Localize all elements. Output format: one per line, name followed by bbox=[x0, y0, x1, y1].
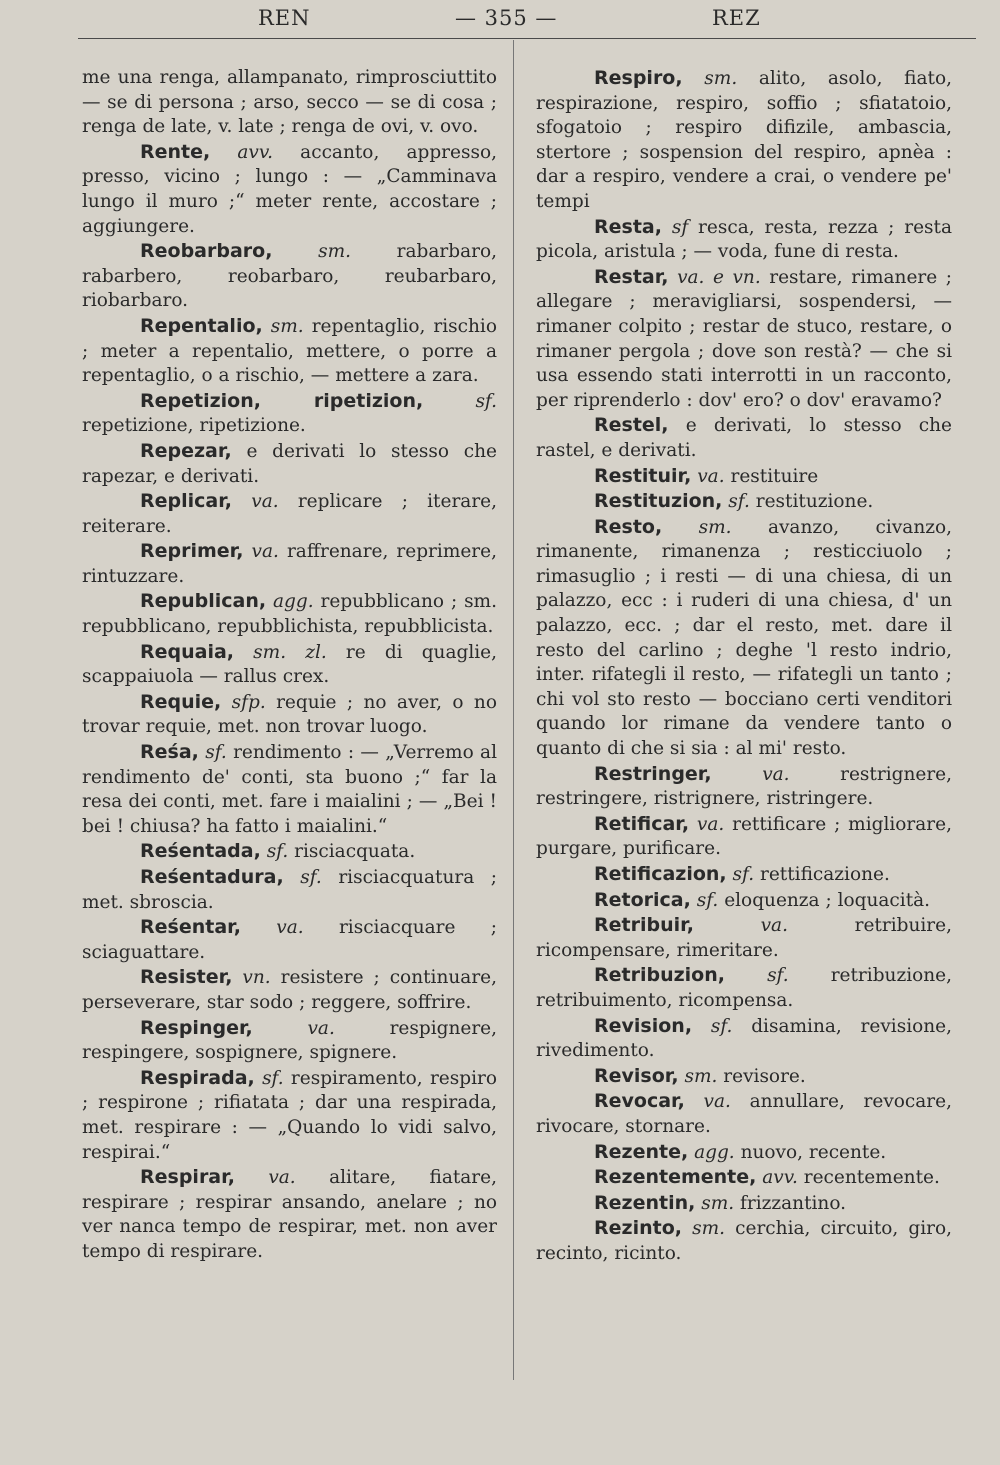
right-column bbox=[536, 66, 952, 1267]
dictionary-entry bbox=[82, 1016, 497, 1066]
entry-grammar-label: sm. bbox=[684, 1065, 718, 1087]
entry-headword: Reśentar, bbox=[140, 916, 241, 939]
dictionary-entry bbox=[82, 915, 497, 965]
entry-grammar-label: avv. bbox=[237, 141, 274, 163]
dictionary-entry bbox=[536, 1140, 952, 1166]
dictionary-entry bbox=[536, 413, 952, 463]
entry-definition: risciacquare ; sciaguattare. bbox=[82, 917, 497, 963]
entry-grammar-label: va. bbox=[703, 1091, 731, 1113]
entry-grammar-label: vn. bbox=[242, 967, 271, 989]
entry-headword: Rezentin, bbox=[594, 1191, 696, 1214]
entry-headword: Reśentadura, bbox=[140, 866, 284, 888]
running-header bbox=[80, 6, 960, 36]
entry-definition: restrignere, restringere, ristrignere, ristringere. bbox=[536, 763, 952, 810]
entry-definition: raffrenare, reprimere, rintuzzare. bbox=[82, 541, 497, 587]
entry-headword: Respiro, bbox=[594, 67, 683, 89]
entry-definition: rettificazione. bbox=[760, 864, 890, 885]
entry-definition: resca, resta, rezza ; resta picola, aristula ; — voda, fune di resta. bbox=[536, 216, 952, 263]
entry-grammar-label: sm. bbox=[270, 315, 304, 337]
entry-definition: frizzantino. bbox=[740, 1192, 847, 1214]
dictionary-entry bbox=[82, 239, 497, 314]
dictionary-entry bbox=[536, 215, 952, 265]
entry-definition: alito, asolo, fiato, respirazione, respiro, soffio ; sfiatatoio, sfogatoio ; respiro difizile, ambascia, stertore ; sospension del respiro, apnèa : dar a respiro, vendere a crai, o vendere pe' tempi bbox=[536, 68, 952, 212]
entry-headword: Restel, bbox=[594, 414, 669, 437]
entry-grammar-label: sm. zl. bbox=[253, 641, 327, 663]
header-left-guideword: REN bbox=[258, 6, 311, 30]
entry-headword: Retribuzion, bbox=[594, 964, 725, 987]
column-separator bbox=[513, 40, 514, 1380]
entry-grammar-label: sm. bbox=[698, 516, 732, 538]
entry-headword: Revisor, bbox=[594, 1064, 679, 1087]
entry-grammar-label: sf. bbox=[767, 965, 789, 987]
entry-headword: Reobarbaro, bbox=[140, 240, 273, 263]
dictionary-entry bbox=[82, 66, 497, 140]
entry-definition: restituzione. bbox=[755, 491, 874, 513]
entry-grammar-label: va. bbox=[251, 541, 279, 563]
entry-definition: rendimento : — „Verremo al rendimento de' conti, sta buono ;“ far la resa dei conti, met. fare i maialini ; — „Bei ! bei ! chiusa? ha fatto i maialini.“ bbox=[82, 742, 497, 837]
entry-grammar-label: sfp. bbox=[231, 691, 266, 713]
entry-definition: risciacquatura ; met. sbroscia. bbox=[82, 867, 497, 913]
entry-headword: Restituir, bbox=[594, 464, 692, 487]
entry-definition: revisore. bbox=[723, 1065, 806, 1087]
entry-headword: Republican, bbox=[140, 590, 267, 613]
entry-grammar-label: sf. bbox=[300, 867, 322, 888]
entry-grammar-label: sm. bbox=[704, 68, 738, 89]
dictionary-entry bbox=[82, 589, 497, 639]
dictionary-entry bbox=[536, 1165, 952, 1191]
dictionary-entry bbox=[536, 888, 952, 914]
entry-definition: respignere, respingere, sospignere, spignere. bbox=[82, 1017, 497, 1064]
dictionary-entry bbox=[82, 965, 497, 1015]
entry-definition: rabarbaro, rabarbero, reobarbaro, reubarbaro, riobarbaro. bbox=[82, 241, 497, 312]
entry-headword: Respinger, bbox=[140, 1016, 253, 1039]
entry-definition: cerchia, circuito, giro, recinto, ricinto. bbox=[536, 1218, 953, 1264]
entry-definition: retribuire, ricompensare, rimeritare. bbox=[536, 915, 952, 961]
entry-definition: risciacquata. bbox=[294, 841, 416, 863]
dictionary-entry bbox=[536, 515, 952, 762]
entry-headword: Revision, bbox=[594, 1014, 693, 1037]
entry-grammar-label: va. bbox=[307, 1017, 335, 1039]
header-rule bbox=[78, 38, 976, 39]
dictionary-entry bbox=[536, 1191, 952, 1217]
entry-headword: Retorica, bbox=[594, 888, 691, 911]
dictionary-entry bbox=[536, 66, 952, 215]
dictionary-entry bbox=[82, 865, 497, 915]
entry-headword: Retificar, bbox=[594, 812, 690, 835]
dictionary-entry bbox=[82, 1165, 497, 1264]
dictionary-entry bbox=[536, 913, 952, 963]
entry-headword: Repezar, bbox=[140, 439, 232, 462]
entry-grammar-label: agg. bbox=[273, 591, 314, 613]
dictionary-entry bbox=[536, 1089, 952, 1139]
dictionary-entry bbox=[82, 640, 497, 690]
entry-definition: repetizione, ripetizione. bbox=[82, 415, 306, 437]
entry-grammar-label: sf. bbox=[728, 491, 750, 513]
entry-definition: annullare, revocare, rivocare, stornare. bbox=[536, 1091, 952, 1137]
entry-headword: Repentalio, bbox=[140, 314, 263, 337]
dictionary-entry bbox=[82, 314, 497, 389]
entry-definition: alitare, fiatare, respirare ; respirar ansando, anelare ; no ver nanca tempo de respirar, met. non aver tempo di respirare. bbox=[82, 1167, 497, 1262]
entry-definition: eloquenza ; loquacità. bbox=[724, 889, 931, 911]
entry-grammar-label: va. bbox=[276, 917, 304, 939]
entry-grammar-label: sf. bbox=[732, 864, 755, 885]
entry-grammar-label: va. e vn. bbox=[677, 266, 761, 288]
entry-definition: me una renga, allampanato, rimprosciuttito — se di persona ; arso, secco — se di cosa ; renga de late, v. late ; renga de ovi, v. ovo. bbox=[82, 67, 497, 138]
entry-definition: retribuzione, retribuimento, ricompensa. bbox=[536, 965, 952, 1011]
entry-grammar-label: va. bbox=[268, 1167, 296, 1189]
entry-definition: recentemente. bbox=[803, 1167, 940, 1189]
entry-headword: Requie, bbox=[140, 690, 222, 713]
entry-headword: Restituzion, bbox=[594, 490, 723, 513]
entry-grammar-label: avv. bbox=[762, 1167, 798, 1189]
entry-grammar-label: sf. bbox=[475, 390, 497, 412]
dictionary-entry bbox=[82, 489, 497, 539]
entry-headword: Reśa, bbox=[140, 741, 199, 764]
entry-headword: Rezente, bbox=[594, 1140, 689, 1163]
entry-definition: requie ; no aver, o no trovar requie, met. non trovar luogo. bbox=[82, 691, 497, 738]
entry-definition: replicare ; iterare, reiterare. bbox=[82, 491, 497, 537]
dictionary-entry bbox=[82, 439, 497, 489]
dictionary-entry bbox=[536, 963, 952, 1013]
entry-definition: accanto, appresso, presso, vicino ; lungo : — „Camminava lungo il muro ;“ meter rente, accostare ; aggiungere. bbox=[82, 141, 497, 237]
entry-headword: Resta, bbox=[594, 215, 662, 238]
entry-definition: restituire bbox=[730, 465, 819, 487]
entry-definition: e derivati lo stesso che rapezar, e derivati. bbox=[82, 440, 497, 487]
entry-definition: repentaglio, rischio ; meter a repentalio, mettere, o porre a repentaglio, o a rischio, — mettere a zara. bbox=[82, 315, 497, 387]
dictionary-entry bbox=[536, 1216, 952, 1266]
entry-definition: avanzo, civanzo, rimanente, rimanenza ; resticciuolo ; rimasuglio ; i resti — di una chiesa, di un palazzo, ecc : i ruderi di una chiesa, d' un palazzo, ecc. ; dar el resto, met. dare il resto del carlino ; deghe 'l resto indrio, inter. rifategli il resto, — rifategli un tanto ; chi vol sto resto — bocciano certi venditori quando lor rimane da vendere tanto o quanto di che si sia : al mi' resto. bbox=[536, 516, 952, 760]
entry-grammar-label: sm. bbox=[318, 241, 352, 263]
entry-headword: Replicar, bbox=[140, 490, 233, 513]
dictionary-entry bbox=[536, 265, 952, 414]
dictionary-entry bbox=[82, 539, 497, 589]
dictionary-entry bbox=[536, 464, 952, 490]
dictionary-entry bbox=[82, 140, 497, 239]
entry-headword: Repetizion, ripetizion, bbox=[140, 389, 424, 412]
entry-headword: Resto, bbox=[594, 515, 663, 538]
dictionary-entry bbox=[536, 862, 952, 888]
entry-grammar-label: va. bbox=[251, 491, 279, 513]
entry-grammar-label: sf. bbox=[696, 889, 719, 911]
dictionary-entry bbox=[536, 812, 952, 862]
entry-definition: e derivati, lo stesso che rastel, e derivati. bbox=[536, 415, 952, 461]
entry-grammar-label: va. bbox=[762, 763, 790, 785]
entry-definition: disamina, revisione, rivedimento. bbox=[536, 1015, 953, 1062]
entry-headword: Revocar, bbox=[594, 1090, 685, 1113]
entry-headword: Resister, bbox=[140, 966, 233, 989]
page-number: — 355 — bbox=[455, 6, 558, 30]
dictionary-entry bbox=[536, 762, 952, 812]
dictionary-entry bbox=[82, 1066, 497, 1165]
dictionary-entry bbox=[82, 389, 497, 439]
entry-definition: respiramento, respiro ; respirone ; rifiatata ; dar una respirada, met. respirare : — „Quando lo vidi salvo, respirai.“ bbox=[82, 1067, 497, 1163]
entry-headword: Rente, bbox=[140, 140, 211, 163]
entry-grammar-label: sf. bbox=[262, 1067, 284, 1089]
entry-headword: Rezentemente, bbox=[594, 1166, 757, 1189]
entry-headword: Rezinto, bbox=[594, 1217, 682, 1240]
entry-headword: Restar, bbox=[594, 265, 669, 288]
entry-headword: Respirar, bbox=[140, 1166, 235, 1189]
entry-grammar-label: sf. bbox=[266, 841, 289, 863]
entry-definition: rettificare ; migliorare, purgare, purificare. bbox=[536, 813, 952, 860]
entry-headword: Retificazion, bbox=[594, 863, 727, 885]
dictionary-entry bbox=[536, 1014, 952, 1064]
entry-grammar-label: va. bbox=[697, 465, 725, 487]
dictionary-entry bbox=[536, 489, 952, 515]
entry-grammar-label: va. bbox=[696, 813, 725, 835]
entry-headword: Respirada, bbox=[140, 1066, 255, 1089]
entry-grammar-label: sm. bbox=[701, 1192, 735, 1214]
dictionary-entry bbox=[536, 1064, 952, 1090]
dictionary-entry bbox=[82, 690, 497, 740]
entry-grammar-label: sm. bbox=[692, 1218, 726, 1240]
entry-headword: Retribuir, bbox=[594, 914, 694, 937]
entry-headword: Reprimer, bbox=[140, 540, 244, 563]
entry-definition: restare, rimanere ; allegare ; meravigliarsi, sospendersi, — rimaner colpito ; restar de stuco, restare, o rimaner pergola ; dove son restà? — che si usa essendo stati interrotti in un racconto, per riprenderlo : dov' ero? o dov' eravamo? bbox=[536, 266, 952, 411]
entry-definition: repubblicano ; sm. repubblicano, repubblichista, repubblicista. bbox=[82, 591, 497, 638]
entry-grammar-label: sf. bbox=[205, 742, 227, 764]
dictionary-entry bbox=[82, 839, 497, 865]
entry-grammar-label: va. bbox=[760, 915, 788, 937]
entry-definition: resistere ; continuare, perseverare, star sodo ; reggere, soffrire. bbox=[82, 967, 497, 1013]
left-column bbox=[82, 66, 497, 1265]
entry-grammar-label: agg. bbox=[694, 1141, 735, 1163]
dictionary-entry bbox=[82, 740, 497, 839]
entry-headword: Restringer, bbox=[594, 762, 712, 785]
entry-headword: Requaia, bbox=[140, 640, 235, 663]
entry-definition: re di quaglie, scappaiuola — rallus crex. bbox=[82, 641, 498, 688]
entry-grammar-label: sf bbox=[671, 216, 689, 238]
header-right-guideword: REZ bbox=[712, 6, 761, 30]
entry-definition: nuovo, recente. bbox=[740, 1141, 887, 1163]
entry-grammar-label: sf. bbox=[710, 1015, 733, 1037]
entry-headword: Reśentada, bbox=[140, 840, 261, 863]
